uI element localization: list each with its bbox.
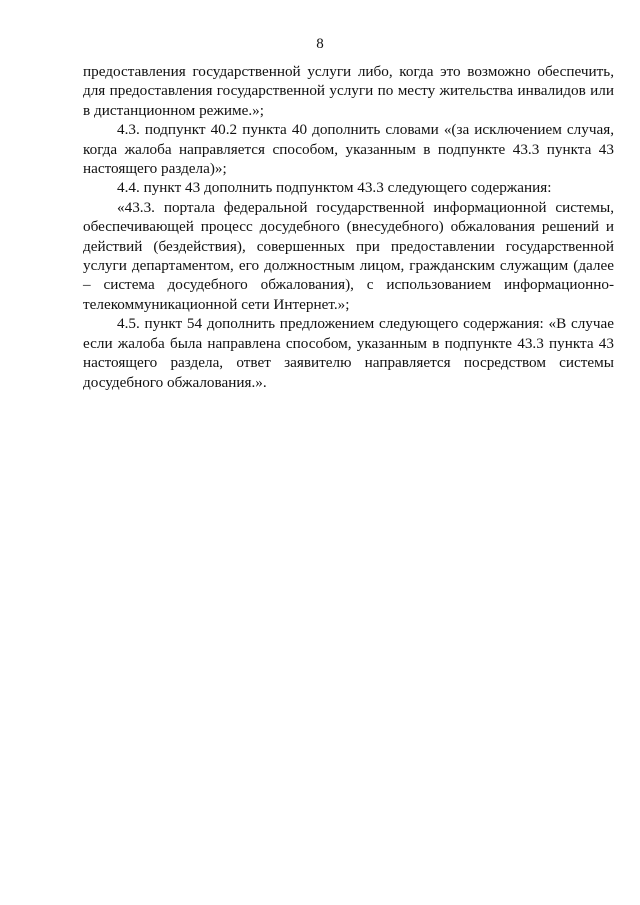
paragraph-item-4-4: 4.4. пункт 43 дополнить подпунктом 43.3 следующего содержания:	[117, 179, 552, 197]
document-body	[83, 62, 614, 392]
page-number: 8	[316, 36, 324, 52]
paragraph-continuation: предоставления государственной услуги либо, когда это возможно обеспечить, для предоставления государственной услуги по месту жительства инвалидов или в дистанционном режиме.»;	[83, 63, 614, 119]
paragraph-item-43-3: «43.3. портала федеральной государственной информационной системы, обеспечивающей процесс досудебного (внесудебного) обжалования решений и действий (бездействия), совершенных при предоставлении государственной услуги департаментом, его должностным лицом, гражданским служащим (далее – система досудебного обжалования), с использованием информационно-телекоммуникационной сети Интернет.»;	[83, 198, 614, 313]
paragraph-item-4-5: 4.5. пункт 54 дополнить предложением следующего содержания: «В случае если жалоба была направлена способом, указанным в подпункте 43.3 пункта 43 настоящего раздела, ответ заявителю направляется посредством системы досудебного обжалования.».	[83, 315, 614, 391]
paragraph-item-4-3: 4.3. подпункт 40.2 пункта 40 дополнить словами «(за исключением случая, когда жалоба направляется способом, указанным в подпункте 43.3 пункта 43 настоящего раздела)»;	[83, 121, 614, 178]
